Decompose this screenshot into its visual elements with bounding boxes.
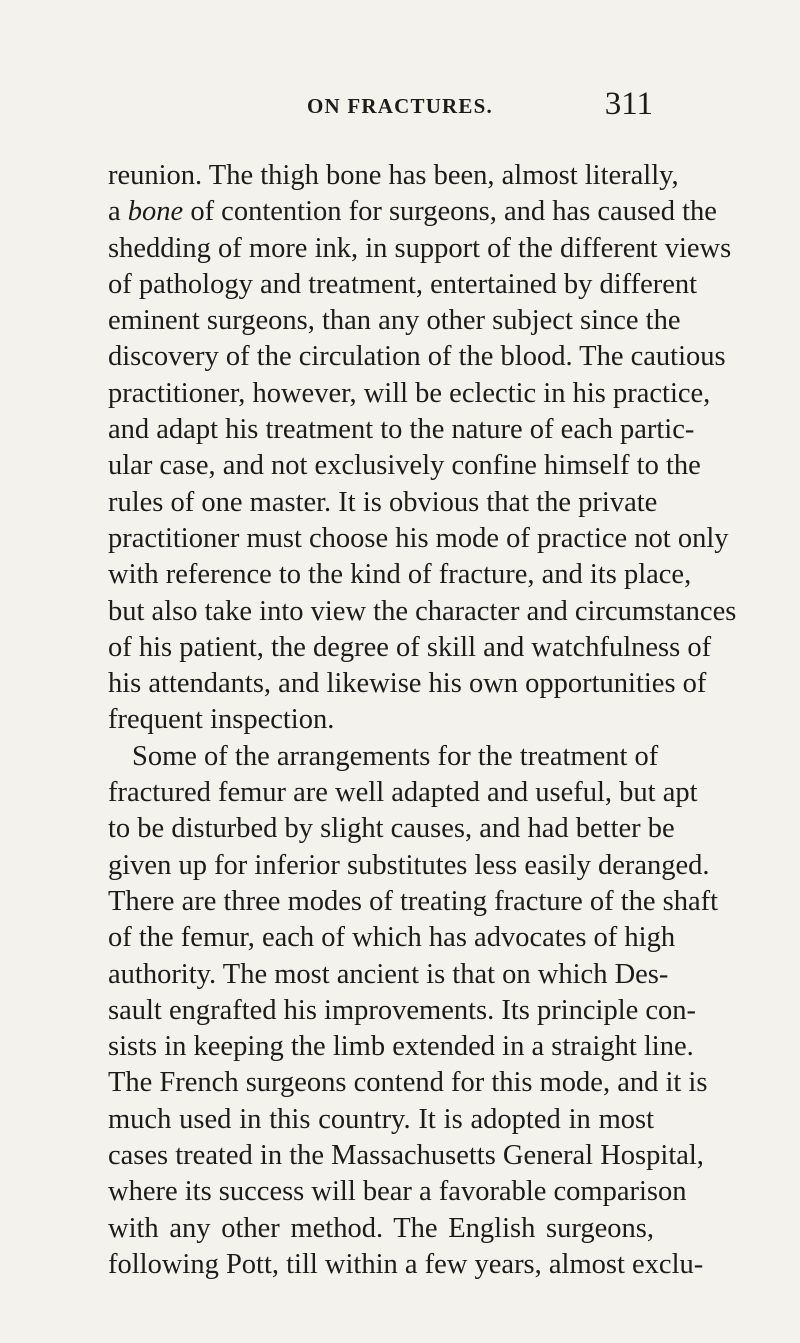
text-line: but also take into view the character and circumstances bbox=[108, 595, 737, 627]
text-line: with any other method. The English surgeons, bbox=[108, 1212, 654, 1244]
running-title: ON FRACTURES. bbox=[307, 94, 493, 118]
text-line: fractured femur are well adapted and useful, but apt bbox=[108, 777, 698, 809]
text-fragment: of contention for surgeons, and has caused the bbox=[183, 196, 717, 228]
text-line: cases treated in the Massachusetts General Hospital, bbox=[108, 1140, 704, 1172]
text-line: and adapt his treatment to the nature of each partic- bbox=[108, 414, 695, 446]
text-line: frequent inspection. bbox=[108, 704, 335, 736]
text-line: of his patient, the degree of skill and watchfulness of bbox=[108, 631, 712, 663]
text-line: sists in keeping the limb extended in a straight line. bbox=[108, 1031, 694, 1063]
text-line: of pathology and treatment, entertained by different bbox=[108, 268, 698, 300]
text-line bbox=[108, 194, 717, 230]
text-line: ular case, and not exclusively confine himself to the bbox=[108, 450, 701, 482]
text-line: his attendants, and likewise his own opportunities of bbox=[108, 668, 707, 700]
text-line: Some of the arrangements for the treatment of bbox=[132, 740, 659, 772]
text-fragment: a bbox=[108, 196, 128, 228]
body-text bbox=[108, 158, 737, 1283]
text-line: where its success will bear a favorable comparison bbox=[108, 1176, 687, 1208]
text-line: eminent surgeons, than any other subject since the bbox=[108, 305, 681, 337]
text-line: given up for inferior substitutes less easily deranged. bbox=[108, 849, 710, 881]
text-line: The French surgeons contend for this mode, and it is bbox=[108, 1067, 708, 1099]
text-line: sault engrafted his improvements. Its principle con- bbox=[108, 994, 697, 1026]
text-line: of the femur, each of which has advocates of high bbox=[108, 922, 676, 954]
text-line: with reference to the kind of fracture, and its place, bbox=[108, 559, 692, 591]
text-line: much used in this country. It is adopted in most bbox=[108, 1103, 654, 1135]
text-line: reunion. The thigh bone has been, almost literally, bbox=[108, 160, 679, 191]
text-line: to be disturbed by slight causes, and had better be bbox=[108, 813, 675, 845]
text-line: practitioner must choose his mode of practice not only bbox=[108, 522, 729, 554]
text-line: practitioner, however, will be eclectic in his practice, bbox=[108, 377, 711, 409]
text-line: There are three modes of treating fracture of the shaft bbox=[108, 885, 719, 917]
text-line: rules of one master. It is obvious that the private bbox=[108, 486, 658, 518]
text-line: discovery of the circulation of the blood. The cautious bbox=[108, 341, 726, 373]
text-line: authority. The most ancient is that on which Des- bbox=[108, 958, 669, 990]
text-line: shedding of more ink, in support of the different views bbox=[108, 232, 732, 264]
running-head bbox=[0, 86, 800, 126]
italic-word: bone bbox=[127, 196, 184, 228]
text-line: following Pott, till within a few years, almost exclu- bbox=[108, 1248, 704, 1280]
page-number: 311 bbox=[604, 86, 653, 122]
